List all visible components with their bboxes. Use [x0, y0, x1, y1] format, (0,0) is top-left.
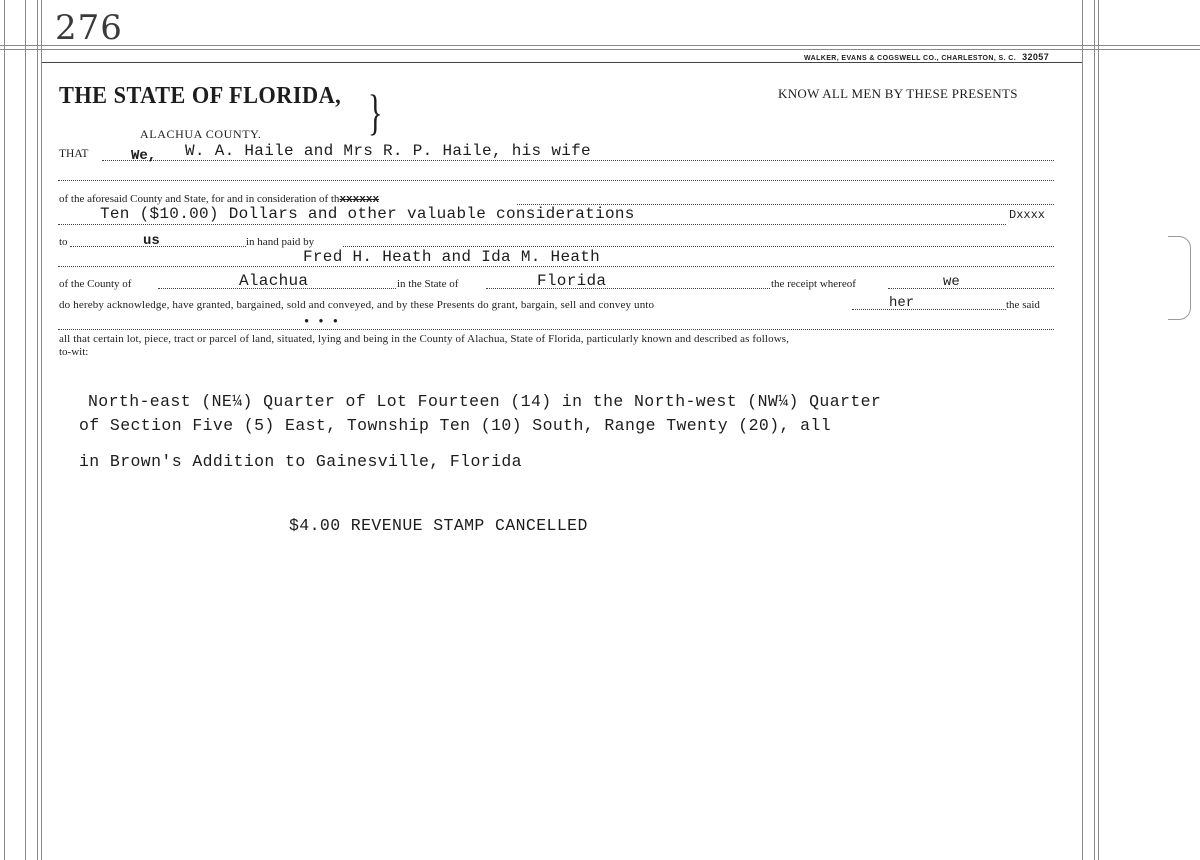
to-label: to: [59, 236, 68, 248]
typed-we: We,: [131, 148, 157, 164]
county-heading: ALACHUA COUNTY.: [140, 127, 262, 141]
margin-rule-left: [25, 0, 26, 860]
header-rule: [0, 45, 1200, 46]
state-title: THE STATE OF FLORIDA,: [59, 83, 342, 109]
description-line-1: North-east (NE¼) Quarter of Lot Fourteen (14) in the North-west (NW¼) Quarter: [88, 392, 882, 411]
struck-text: xxxxxx: [339, 194, 380, 206]
paid-by-fill-line: [343, 246, 1054, 247]
consideration-text: of the aforesaid County and State, for and in consideration of th: [59, 193, 340, 205]
header-rule-2: [0, 49, 1200, 50]
description-line-2: of Section Five (5) East, Township Ten (10) South, Range Twenty (20), all: [79, 416, 832, 435]
margin-rule-right-2: [1094, 0, 1095, 860]
printer-name: WALKER, EVANS & COGSWELL CO., CHARLESTON, S. C.: [804, 55, 1017, 62]
printer-imprint: [804, 52, 1049, 62]
grant-fill-line: [58, 329, 1054, 330]
county-fill-line: [158, 288, 396, 289]
that-label: THAT: [59, 148, 89, 160]
page-number: 276: [55, 8, 123, 48]
amount-fill-line: [58, 224, 1006, 225]
margin-rule-right: [1082, 0, 1083, 860]
consideration-amount: Ten ($10.00) Dollars and other valuable considerations: [100, 205, 635, 223]
land-text: all that certain lot, piece, tract or parcel of land, situated, lying and being in the County of Alachua, State of Florida, particularly known and described as follows,: [59, 333, 790, 345]
state-value: Florida: [537, 272, 607, 290]
dollars-struck: Dxxxx: [1009, 208, 1046, 222]
form-number: 32057: [1022, 52, 1050, 62]
grantee-fill-line: [58, 266, 1054, 267]
state-label: in the State of: [397, 278, 459, 290]
to-wit-label: to-wit:: [59, 346, 89, 358]
receipt-fill-line: [888, 288, 1054, 289]
state-fill-line: [486, 288, 770, 289]
county-label: of the County of: [59, 278, 132, 290]
grantee-names: Fred H. Heath and Ida M. Heath: [303, 248, 601, 266]
continuation-dots: • • •: [303, 315, 340, 329]
unto-fill-line: [852, 309, 1006, 310]
paid-by-label: in hand paid by: [246, 236, 315, 248]
grantor-names: W. A. Haile and Mrs R. P. Haile, his wife: [185, 142, 591, 160]
form-top-rule: [42, 62, 1082, 63]
unto-value: her: [889, 295, 915, 311]
county-value: Alachua: [239, 272, 309, 290]
revenue-stamp-note: $4.00 REVENUE STAMP CANCELLED: [289, 516, 588, 535]
receipt-label: the receipt whereof: [771, 278, 856, 290]
margin-rule-left-inner-2: [41, 0, 42, 860]
to-fill-line: [70, 246, 246, 247]
know-all-men: KNOW ALL MEN BY THESE PRESENTS: [778, 86, 1018, 101]
description-line-3: in Brown's Addition to Gainesville, Florida: [79, 452, 522, 471]
brace-glyph: }: [368, 84, 383, 140]
to-value: us: [143, 233, 160, 249]
margin-rule-right-3: [1098, 0, 1099, 860]
grant-text: do hereby acknowledge, have granted, bargained, sold and conveyed, and by these Presents do grant, bargain, sell and convey unto: [59, 299, 655, 311]
the-said-label: the said: [1006, 299, 1040, 311]
that-fill-line: [102, 160, 1054, 161]
margin-rule-left-inner: [37, 0, 38, 860]
receipt-value: we: [943, 274, 960, 290]
margin-pencil-bracket: [1168, 236, 1191, 320]
blank-fill-line: [58, 180, 1054, 181]
margin-rule-left-outer: [4, 0, 5, 860]
